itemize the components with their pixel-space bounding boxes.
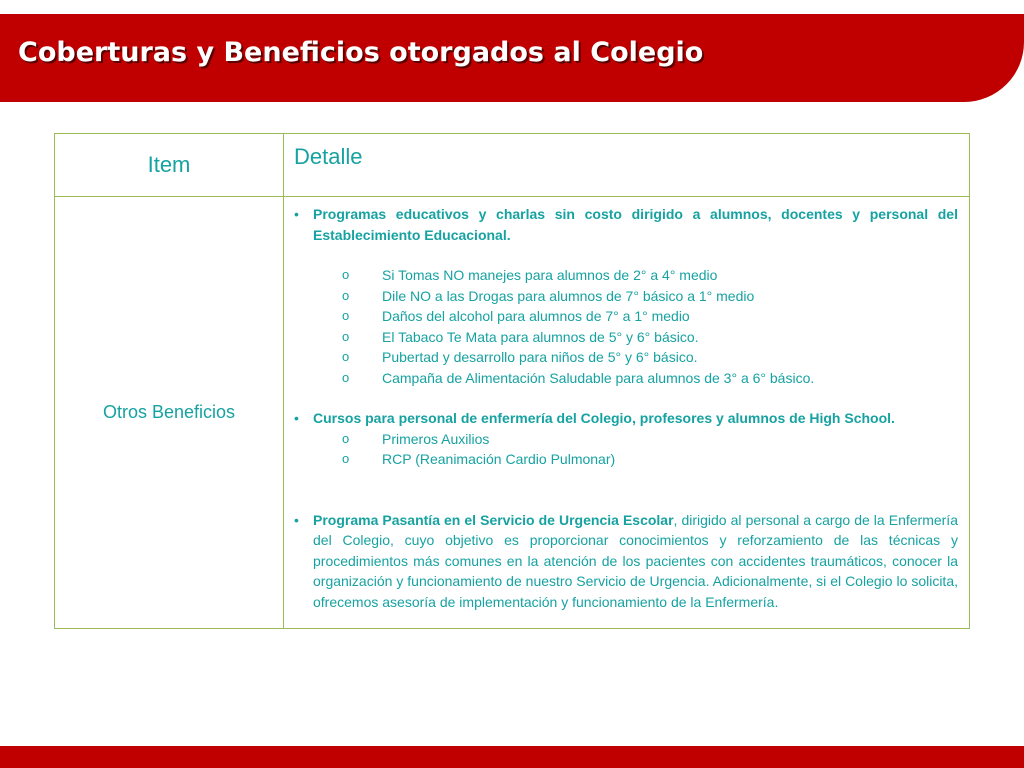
list-item-text: RCP (Reanimación Cardio Pulmonar) <box>382 451 616 467</box>
circle-bullet-icon: o <box>342 308 350 323</box>
sub-list-programas <box>292 265 958 388</box>
list-item <box>292 306 958 327</box>
list-item-text: Pubertad y desarrollo para niños de 5° y 6° básico. <box>382 349 698 365</box>
circle-bullet-icon: o <box>342 267 350 282</box>
bullet-strong-text: Programa Pasantía en el Servicio de Urgencia Escolar <box>313 511 674 528</box>
list-item-text: Si Tomas NO manejes para alumnos de 2° a 4° medio <box>382 267 718 283</box>
circle-bullet-icon: o <box>342 451 350 466</box>
spacer <box>292 388 958 408</box>
circle-bullet-icon: o <box>342 369 350 385</box>
bullet-rest-text: , dirigido al personal a cargo de la Enfermería del Colegio, cuyo objetivo es proporcionar conocimientos y reforzamiento de las técnicas y procedimientos más comunes en la atención de los pacientes con accidentes traumáticos, conocer la organización y funcionamiento de nuestro Servicio de Urgencia. Adicionalmente, si el Colegio lo solicita, ofrecemos asesoría de implementación y funcionamiento de la Enfermería. <box>313 511 958 610</box>
footer-band <box>0 746 1024 768</box>
bullet-icon: • <box>294 206 299 222</box>
list-item <box>292 286 958 307</box>
column-header-detail: Detalle <box>284 134 970 197</box>
row-label-otros-beneficios: Otros Beneficios <box>55 197 284 629</box>
spacer <box>292 245 958 265</box>
circle-bullet-icon: o <box>342 430 350 446</box>
list-item <box>292 368 958 389</box>
page-title: Coberturas y Beneficios otorgados al Colegio <box>18 37 704 68</box>
circle-bullet-icon: o <box>342 328 350 344</box>
bullet-cursos-enfermeria <box>292 408 958 429</box>
bullet-strong-text: Cursos para personal de enfermería del Colegio, profesores y alumnos de High School. <box>313 410 895 426</box>
table-header-row <box>55 134 970 197</box>
list-item-text: Daños del alcohol para alumnos de 7° a 1° medio <box>382 308 690 324</box>
circle-bullet-icon: o <box>342 287 350 303</box>
list-item <box>292 327 958 348</box>
list-item <box>292 449 958 470</box>
row-detail <box>284 197 970 629</box>
list-item <box>292 347 958 368</box>
bullet-icon: • <box>294 410 299 426</box>
bullet-programas-educativos <box>292 204 958 245</box>
list-item <box>292 429 958 450</box>
bullet-strong-text: Programas educativos y charlas sin costo dirigido a alumnos, docentes y personal del Establecimiento Educacional. <box>313 206 958 243</box>
column-header-item: Item <box>55 134 284 197</box>
sub-list-cursos <box>292 429 958 470</box>
list-item-text: Campaña de Alimentación Saludable para alumnos de 3° a 6° básico. <box>382 369 815 386</box>
list-item-text: El Tabaco Te Mata para alumnos de 5° y 6° básico. <box>382 328 699 345</box>
table-row <box>55 197 970 629</box>
circle-bullet-icon: o <box>342 349 350 364</box>
list-item-text: Dile NO a las Drogas para alumnos de 7° básico a 1° medio <box>382 287 755 304</box>
list-item <box>292 265 958 286</box>
bullet-programa-pasantia <box>292 510 958 613</box>
bullet-icon: • <box>294 511 299 528</box>
benefits-table <box>54 133 970 629</box>
list-item-text: Primeros Auxilios <box>382 430 490 447</box>
spacer <box>292 470 958 510</box>
